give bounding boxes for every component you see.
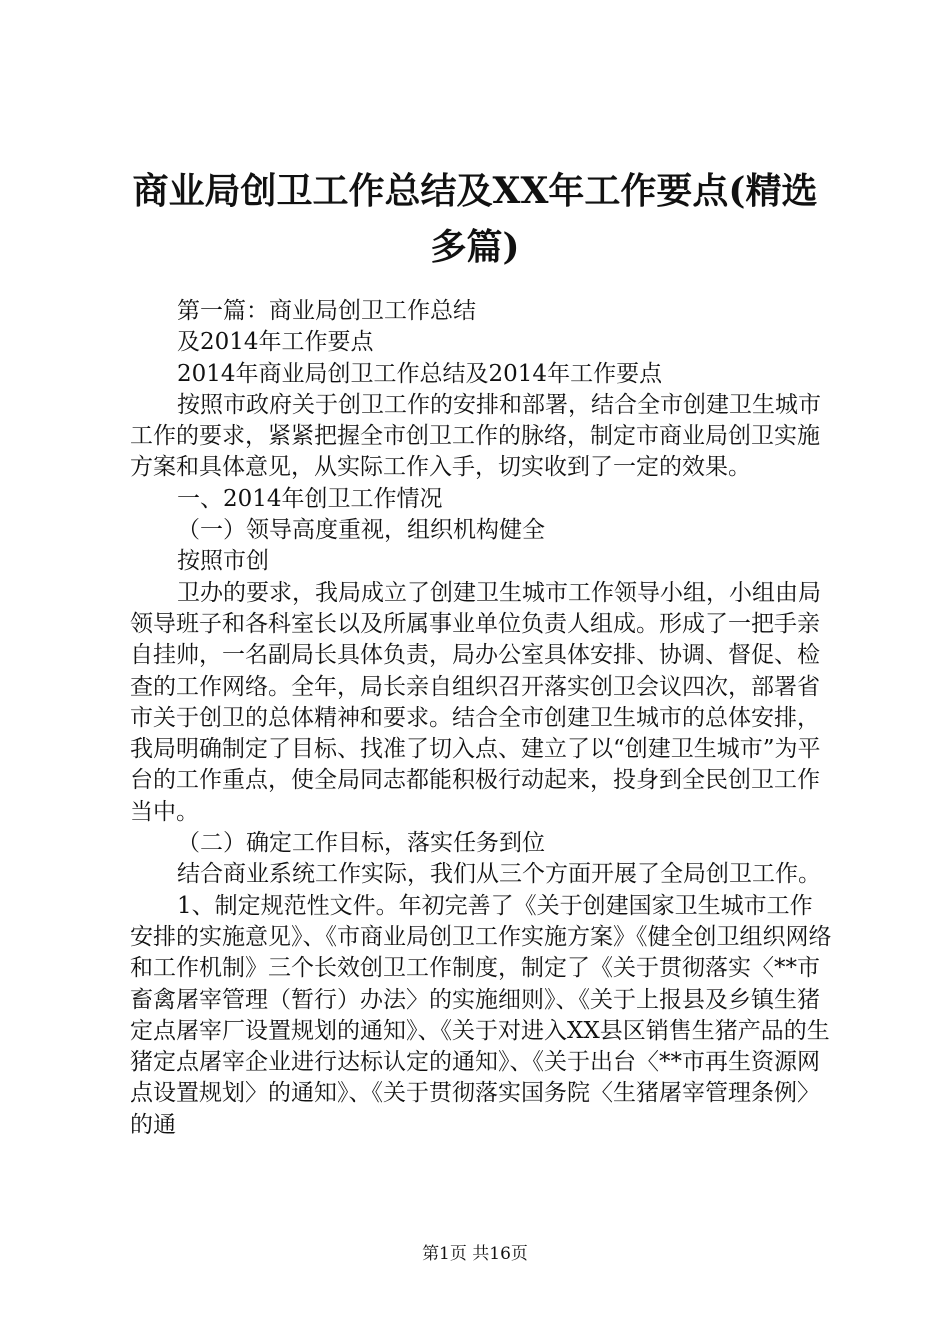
paragraph-body-2: 结合商业系统工作实际，我们从三个方面开展了全局创卫工作。 xyxy=(177,861,821,888)
paragraph-body-1: 卫办的要求，我局成立了创建卫生城市工作领导小组，小组由局领导班子和各科室长以及所属事业单位负责人组成。形成了一把手亲自挂帅，一名副局长具体负责，局办公室具体安排、协调、督促、检查的工作网络。全年，局长亲自组织召开落实创卫会议四次，部署省市关于创卫的总体精神和要求。结合全市创建卫生城市的总体安排，我局明确制定了目标、找准了切入点、建立了以“创建卫生城市”为平台的工作重点，使全局同志都能积极行动起来，投身到全民创卫工作当中。 xyxy=(130,579,821,825)
page-footer: 第1页 共16页 xyxy=(422,1244,528,1264)
paragraph-subtitle: 2014年商业局创卫工作总结及2014年工作要点 xyxy=(177,360,663,387)
paragraph-subheading-2: （二）确定工作目标，落实任务到位 xyxy=(177,830,545,857)
paragraph-intro: 按照市政府关于创卫工作的安排和部署，结合全市创建卫生城市工作的要求，紧紧把握全市创卫工作的脉络，制定市商业局创卫实施方案和具体意见，从实际工作入手，切实收到了一定的效果。 xyxy=(130,391,821,481)
paragraph-subheading-1: （一）领导高度重视，组织机构健全 xyxy=(177,517,545,544)
document-title: 商业局创卫工作总结及XX年工作要点(精选多篇) xyxy=(132,170,818,268)
document-body xyxy=(130,296,832,1141)
paragraph-section-heading-cont: 及2014年工作要点 xyxy=(177,329,374,356)
paragraph-body-3: 1、制定规范性文件。年初完善了《关于创建国家卫生城市工作安排的实施意见》、《市商业局创卫工作实施方案》《健全创卫组织网络和工作机制》三个长效创卫工作制度，制定了《关于贯彻落实〈**市畜禽屠宰管理（暂行）办法〉的实施细则》、《关于上报县及乡镇生猪定点屠宰厂设置规划的通知》、《关于对进入XX县区销售生猪产品的生猪定点屠宰企业进行达标认定的通知》、《关于出台〈**市再生资源网点设置规划〉的通知》、《关于贯彻落实国务院〈生猪屠宰管理条例〉的通 xyxy=(130,892,832,1138)
paragraph-section-heading: 第一篇：商业局创卫工作总结 xyxy=(177,298,476,324)
paragraph-fragment: 按照市创 xyxy=(177,548,269,575)
paragraph-heading-1: 一、2014年创卫工作情况 xyxy=(177,485,443,512)
